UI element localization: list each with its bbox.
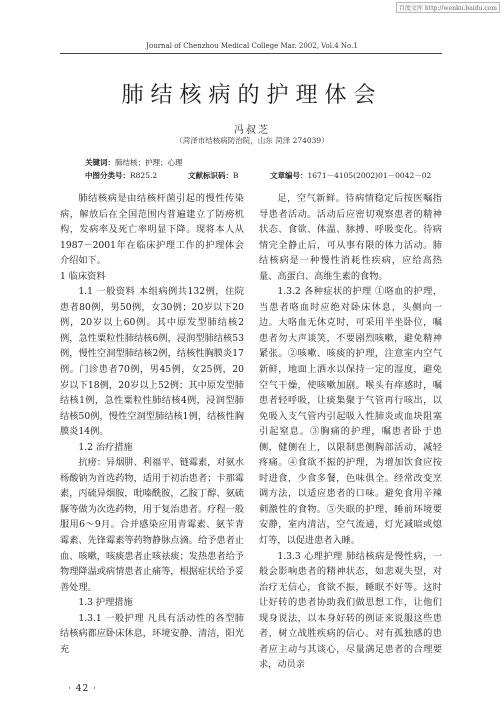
article-title: 肺结核病的护理体会 [121, 83, 383, 108]
body-paragraph: 1.3.3 心理护理 肺结核病是慢性病，一般会影响患者的精神状态，如悲观失望，对治疗无信心，食欲不振，睡眠不好等。这时让好转的患者协助我们做思想工作，让他们现身说法，以本身好转的例证来说服这些患者，树立战胜疾病的信心。对有孤独感的患者应主动与其谈心，尽量满足患者的合理要求，动员亲 [259, 550, 442, 671]
body-paragraph: 1.2 治疗措施 [78, 441, 133, 453]
classification-value: R825.2 [130, 171, 158, 180]
watermark-stamp: 百度文库 http://wenku.baidu.com [396, 2, 500, 13]
article-number-value: 1671－4105(2002)01－0042－02 [307, 171, 432, 180]
article-number-line [270, 170, 431, 181]
body-paragraph: 1.3.2 各种症状的护理 ①咯血的护理，当患者咯血时应绝对卧床休息，头侧向一边。大咯血无休克时，可采用半坐卧位，嘱患者勿大声谈笑，不要剧烈咳嗽，避免精神紧张。②咳嗽、咳痰的护理，注意室内空气新鲜，地面上洒水以保持一定的湿度，避免空气干燥，使咳嗽加剧。喉头有痒感时，嘱患者轻呼吸，让痰集聚于气管再行咳出，以免吸入支气管内引起吸入性肺炎或血块阻塞引起窒息。③胸痛的护理，嘱患者卧于患侧，健侧在上，以限制患侧胸部活动，减轻疼痛。④食欲不振的护理，为增加饮食应按时进食，少食多餐，色味俱全。经常改变烹调方法，以适应患者的口味。避免食用辛辣刺激性的食物。⑤失眠的护理，睡前环境要安静，室内清洁，空气流通，灯光减暗或熄灯等，以促进患者入睡。 [259, 286, 442, 547]
right-text-column [259, 191, 442, 681]
classification-label: 中图分类号： [85, 171, 130, 180]
body-paragraph: 肺结核病是由结核杆菌引起的慢性传染病，解放后在全国范围内普遍建立了防痨机构，发病率及死亡率明显下降。现将本人从1987－2001年在临床护理工作的护理体会介绍如下。 [60, 193, 244, 267]
doc-code-label: 文献标识码： [188, 171, 233, 180]
body-paragraph: 1.3 护理措施 [78, 597, 133, 609]
left-text-column [60, 191, 244, 681]
page-number: · 42 · [68, 684, 97, 694]
body-paragraph: 抗痨：异烟肼、利福平、链霉素，对氨水杨酸钠为首选药物，适用于初治患者；卡那霉素，丙硫异烟胺，吡嗪酰胺，乙胺丁醇、氨硫脲等做为次选药物，用于复治患者。疗程一般服用6～9月。合并感染应用青霉素、氨苄青霉素、先锋霉素等药物静脉点滴。给予患者止血、咳嗽，咳痰患者止咳祛痰；发热患者给予物理降温或病情患者止痛等，根据症状给予妥善处理。 [60, 457, 244, 593]
section-heading: 1 临床资料 [60, 270, 106, 282]
keywords-value: 肺结核；护理；心理 [115, 158, 183, 167]
body-paragraph: 1.3.1 一般护理 凡具有活动性的各型肺结核病都应卧床休息，环境安静、清洁，阳光充 [60, 612, 244, 655]
body-paragraph: 足，空气新鲜。待病情稳定后按医嘱指导患者活动。活动后应密切观察患者的精神状态、食欲、体温、脉搏、呼吸变化。待病情完全静止后，可从事有限的体力活动。肺结核病是一种慢性消耗性疾病，应给高热量、高蛋白、高维生素的食物。 [259, 193, 442, 282]
classification-line [85, 170, 157, 181]
doc-code-line [188, 170, 239, 181]
doc-code-value: B [233, 171, 239, 180]
header-rule [60, 53, 442, 54]
keywords-line [85, 157, 183, 168]
body-paragraph: 1.1 一般资料 本组病例共132例，住院患者80例，男50例，女30例；20岁以下20例，20岁以上60例。其中原发型肺结核2例，急性粟粒性肺结核6例，浸润型肺结核53例，慢性空洞型肺结核2例，结核性胸膜炎17例。门诊患者70例，男45例，女25例，20岁以下18例，20岁以上52例；其中原发型肺结核1例，急性粟粒性肺结核4例，浸润型肺结核50例，慢性空洞型肺结核1例，结核性胸膜炎14例。 [60, 286, 244, 438]
author-name: 冯叔芝 [234, 125, 270, 136]
keywords-label: 关键词： [85, 158, 115, 167]
article-number-label: 文章编号： [270, 171, 308, 180]
author-affiliation: （菏泽市结核病防治院，山东 菏泽 274039） [175, 136, 329, 145]
journal-header: Journal of Chenzhou Medical College Mar. 2002, Vol.4 No.1 [146, 42, 358, 50]
